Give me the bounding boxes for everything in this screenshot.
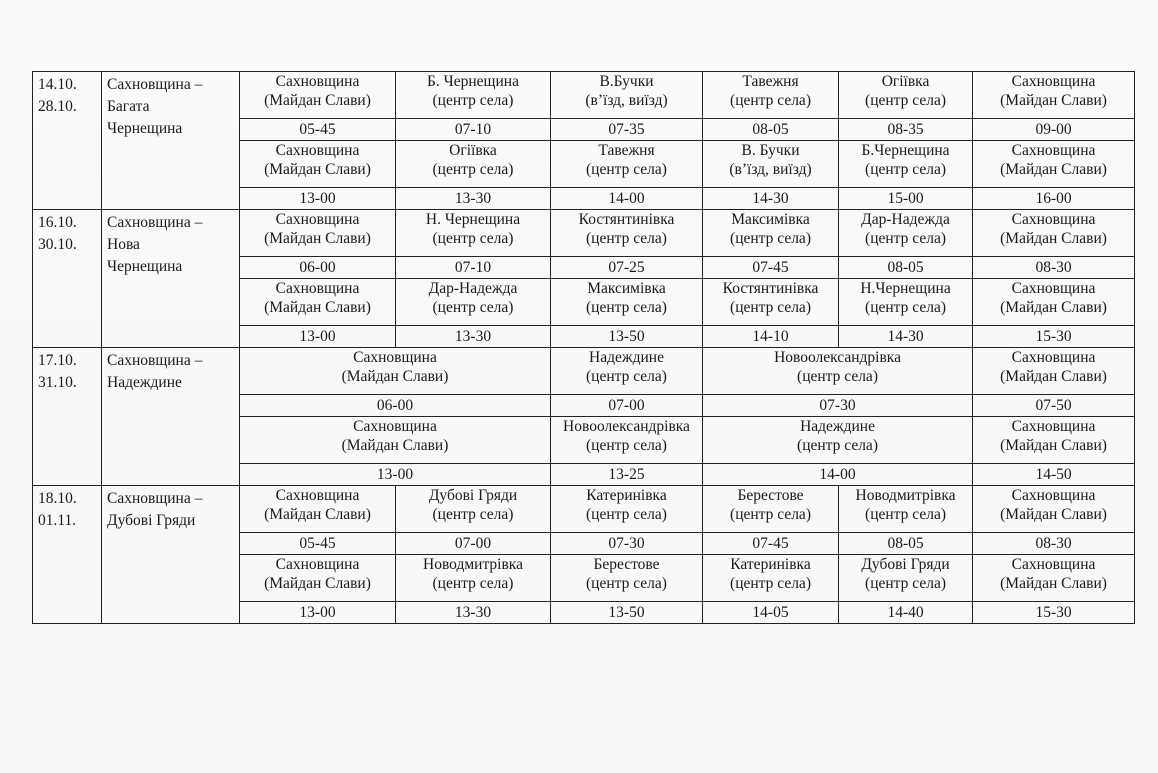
stop-names-row	[33, 210, 1135, 257]
stop-location: (Майдан Слави)	[264, 230, 371, 247]
stop-location: (Майдан Слави)	[1000, 161, 1107, 178]
stop-location: (Майдан Слави)	[341, 368, 449, 385]
stop-name-cell	[396, 210, 551, 257]
departure-time: 16-00	[973, 188, 1135, 210]
stop-name-cell	[973, 555, 1135, 602]
stop-name-cell	[396, 555, 551, 602]
stop-location: (центр села)	[586, 230, 667, 247]
stop-name-cell	[551, 210, 703, 257]
stop-name: Сахновщина	[275, 211, 360, 228]
stop-location: (Майдан Слави)	[264, 575, 371, 592]
service-date: 16.10.	[38, 214, 77, 231]
stop-location: (Майдан Слави)	[264, 161, 371, 178]
stop-name-cell	[240, 72, 396, 119]
departure-time: 14-00	[551, 188, 703, 210]
route-name-cell	[102, 486, 240, 624]
stop-name: Максимівка	[587, 280, 666, 297]
stop-location: (центр села)	[432, 161, 514, 178]
stop-name: Сахновщина	[1011, 142, 1096, 159]
service-date: 18.10.	[38, 490, 77, 507]
stop-names-row	[33, 72, 1135, 119]
departure-time: 13-00	[240, 188, 396, 210]
service-dates-cell	[33, 210, 102, 348]
service-dates-cell	[33, 486, 102, 624]
stop-name-cell	[551, 555, 703, 602]
stop-name: Дар-Надежда	[861, 211, 950, 228]
departure-time: 15-30	[973, 602, 1135, 624]
stop-name: Сахновщина	[275, 73, 360, 90]
departure-time: 08-05	[839, 533, 973, 555]
stop-names-row	[33, 348, 1135, 395]
stop-name-cell	[703, 348, 973, 395]
bus-schedule-table	[32, 71, 1135, 624]
departure-time: 14-05	[703, 602, 839, 624]
stop-name: Новоолександрівка	[563, 418, 690, 435]
stop-location: (Майдан Слави)	[1000, 437, 1107, 454]
stop-location: (в’їзд, виїзд)	[585, 92, 668, 109]
departure-time: 13-30	[396, 602, 551, 624]
stop-location: (центр села)	[865, 299, 946, 316]
departure-time: 14-50	[973, 464, 1135, 486]
stop-name: Надеждине	[800, 418, 875, 435]
departure-time: 07-30	[551, 533, 703, 555]
departure-time: 08-35	[839, 119, 973, 141]
stop-location: (Майдан Слави)	[264, 92, 371, 109]
stop-name: Тавежня	[742, 73, 799, 90]
stop-name: Берестове	[593, 556, 660, 573]
stop-name-cell	[240, 141, 396, 188]
stop-name-cell	[551, 279, 703, 326]
stop-location: (центр села)	[586, 299, 667, 316]
route-name-line: Багата	[107, 98, 150, 115]
stop-name-cell	[703, 210, 839, 257]
stop-name: Катеринівка	[730, 556, 811, 573]
stop-location: (Майдан Слави)	[1000, 299, 1107, 316]
departure-time: 13-25	[551, 464, 703, 486]
stop-name-cell	[396, 486, 551, 533]
stop-name: Костянтинівка	[722, 280, 819, 297]
departure-time: 06-00	[240, 395, 551, 417]
stop-name-cell	[551, 486, 703, 533]
stop-name-cell	[240, 486, 396, 533]
service-date: 14.10.	[38, 76, 77, 93]
stop-name: Сахновщина	[1011, 418, 1096, 435]
departure-time: 14-10	[703, 326, 839, 348]
route-name-line: Нова	[107, 236, 140, 253]
stop-name-cell	[551, 72, 703, 119]
stop-name: Сахновщина	[275, 280, 360, 297]
stop-name: Огіївка	[881, 73, 930, 90]
route-name-line: Дубові Гряди	[107, 512, 196, 529]
departure-time: 09-00	[973, 119, 1135, 141]
departure-time: 08-05	[703, 119, 839, 141]
stop-name-cell	[973, 210, 1135, 257]
stop-name: Огіївка	[449, 142, 497, 159]
stop-name: Б.Чернещина	[861, 142, 950, 159]
departure-time: 08-30	[973, 257, 1135, 279]
departure-time: 05-45	[240, 533, 396, 555]
stop-name: В. Бучки	[741, 142, 800, 159]
stop-location: (центр села)	[730, 92, 811, 109]
stop-name: В.Бучки	[599, 73, 654, 90]
stop-name-cell	[703, 417, 973, 464]
stop-name-cell	[703, 555, 839, 602]
departure-time: 14-30	[839, 326, 973, 348]
stop-name: Сахновщина	[1011, 556, 1096, 573]
stop-name-cell	[396, 72, 551, 119]
departure-time: 07-10	[396, 119, 551, 141]
departure-time: 13-50	[551, 602, 703, 624]
stop-location: (Майдан Слави)	[1000, 92, 1107, 109]
route-name-line: Сахновщина –	[107, 214, 203, 231]
stop-name-cell	[703, 141, 839, 188]
stop-location: (центр села)	[432, 575, 514, 592]
stop-name: Катеринівка	[586, 487, 667, 504]
stop-name-cell	[703, 72, 839, 119]
stop-name-cell	[551, 141, 703, 188]
route-name-cell	[102, 72, 240, 210]
departure-time: 08-05	[839, 257, 973, 279]
route-name-cell	[102, 348, 240, 486]
departure-time: 07-45	[703, 257, 839, 279]
stop-name: Сахновщина	[1011, 73, 1096, 90]
stop-name-cell	[839, 141, 973, 188]
stop-location: (центр села)	[730, 299, 811, 316]
stop-name: Надеждине	[589, 349, 664, 366]
departure-time: 15-30	[973, 326, 1135, 348]
stop-location: (центр села)	[865, 506, 946, 523]
stop-name: Максимівка	[731, 211, 810, 228]
stop-location: (центр села)	[432, 230, 514, 247]
service-date: 17.10.	[38, 352, 77, 369]
route-name-line: Чернещина	[107, 120, 183, 137]
stop-location: (центр села)	[586, 161, 667, 178]
stop-location: (Майдан Слави)	[1000, 230, 1107, 247]
departure-time: 14-40	[839, 602, 973, 624]
stop-location: (в’їзд, виїзд)	[729, 161, 812, 178]
stop-name-cell	[240, 210, 396, 257]
stop-name-cell	[839, 486, 973, 533]
stop-location: (центр села)	[586, 368, 667, 385]
stop-name-cell	[973, 279, 1135, 326]
stop-name: Дубові Гряди	[428, 487, 518, 504]
stop-location: (Майдан Слави)	[1000, 506, 1107, 523]
service-date: 28.10.	[38, 98, 77, 115]
stop-name: Сахновщина	[1011, 487, 1096, 504]
stop-name: Костянтинівка	[578, 211, 675, 228]
stop-name-cell	[839, 72, 973, 119]
departure-time: 07-30	[703, 395, 973, 417]
stop-location: (Майдан Слави)	[341, 437, 449, 454]
stop-name: Дар-Надежда	[428, 280, 518, 297]
stop-location: (Майдан Слави)	[1000, 368, 1107, 385]
departure-time: 07-25	[551, 257, 703, 279]
stop-name: Сахновщина	[1011, 211, 1096, 228]
route-name-line: Чернещина	[107, 258, 183, 275]
stop-name: Сахновщина	[275, 142, 360, 159]
stop-name: Новодмитрівка	[423, 556, 523, 573]
stop-location: (центр села)	[730, 575, 811, 592]
route-name-line: Сахновщина –	[107, 490, 203, 507]
stop-name-cell	[240, 555, 396, 602]
stop-location: (центр села)	[865, 575, 946, 592]
departure-time: 07-10	[396, 257, 551, 279]
stop-location: (центр села)	[432, 299, 514, 316]
stop-name-cell	[973, 348, 1135, 395]
stop-name: Сахновщина	[1011, 349, 1096, 366]
stop-name: Новоолександрівка	[774, 349, 901, 366]
stop-location: (центр села)	[586, 575, 667, 592]
stop-name: Новодмитрівка	[855, 487, 956, 504]
route-name-line: Сахновщина –	[107, 76, 203, 93]
stop-location: (центр села)	[865, 161, 946, 178]
stop-name: Берестове	[737, 487, 804, 504]
route-name-line: Сахновщина –	[107, 352, 203, 369]
stop-name-cell	[973, 486, 1135, 533]
stop-name: Сахновщина	[1011, 280, 1096, 297]
stop-name: Сахновщина	[353, 349, 437, 366]
stop-location: (Майдан Слави)	[264, 299, 371, 316]
stop-location: (центр села)	[586, 437, 667, 454]
stop-location: (центр села)	[865, 230, 946, 247]
stop-location: (Майдан Слави)	[264, 506, 371, 523]
stop-location: (Майдан Слави)	[1000, 575, 1107, 592]
stop-name-cell	[973, 417, 1135, 464]
stop-name-cell	[839, 555, 973, 602]
departure-time: 07-00	[551, 395, 703, 417]
stop-name: Дубові Гряди	[861, 556, 950, 573]
service-date: 01.11.	[38, 512, 77, 529]
departure-time: 06-00	[240, 257, 396, 279]
departure-time: 14-30	[703, 188, 839, 210]
departure-time: 13-00	[240, 464, 551, 486]
route-name-line: Надеждине	[107, 374, 182, 391]
departure-time: 05-45	[240, 119, 396, 141]
stop-name-cell	[973, 141, 1135, 188]
stop-location: (центр села)	[730, 506, 811, 523]
stop-location: (центр села)	[586, 506, 667, 523]
departure-time: 13-50	[551, 326, 703, 348]
departure-time: 13-00	[240, 602, 396, 624]
departure-time: 13-30	[396, 326, 551, 348]
stop-name-cell	[551, 348, 703, 395]
stop-name-cell	[396, 279, 551, 326]
stop-name-cell	[839, 210, 973, 257]
route-name-cell	[102, 210, 240, 348]
stop-name-cell	[396, 141, 551, 188]
stop-name: Н. Чернещина	[425, 211, 521, 228]
departure-time: 13-30	[396, 188, 551, 210]
stop-name-cell	[240, 417, 551, 464]
stop-name-cell	[703, 486, 839, 533]
stop-location: (центр села)	[797, 437, 878, 454]
stop-name-cell	[839, 279, 973, 326]
stop-name: Б. Чернещина	[427, 73, 519, 90]
departure-time: 07-45	[703, 533, 839, 555]
stop-name-cell	[240, 348, 551, 395]
stop-name: Н.Чернещина	[860, 280, 951, 297]
departure-time: 07-00	[396, 533, 551, 555]
departure-time: 07-35	[551, 119, 703, 141]
stop-location: (центр села)	[797, 368, 878, 385]
stop-location: (центр села)	[432, 506, 514, 523]
stop-location: (центр села)	[730, 230, 811, 247]
stop-location: (центр села)	[432, 92, 514, 109]
service-dates-cell	[33, 348, 102, 486]
stop-name-cell	[703, 279, 839, 326]
stop-name: Сахновщина	[353, 418, 437, 435]
departure-time: 15-00	[839, 188, 973, 210]
stop-name: Тавежня	[598, 142, 655, 159]
service-dates-cell	[33, 72, 102, 210]
stop-name: Сахновщина	[275, 487, 360, 504]
stop-name-cell	[973, 72, 1135, 119]
service-date: 30.10.	[38, 236, 77, 253]
stop-names-row	[33, 486, 1135, 533]
departure-time: 07-50	[973, 395, 1135, 417]
stop-name-cell	[240, 279, 396, 326]
stop-location: (центр села)	[865, 92, 946, 109]
departure-time: 08-30	[973, 533, 1135, 555]
stop-name: Сахновщина	[275, 556, 360, 573]
stop-name-cell	[551, 417, 703, 464]
service-date: 31.10.	[38, 374, 77, 391]
departure-time: 13-00	[240, 326, 396, 348]
departure-time: 14-00	[703, 464, 973, 486]
